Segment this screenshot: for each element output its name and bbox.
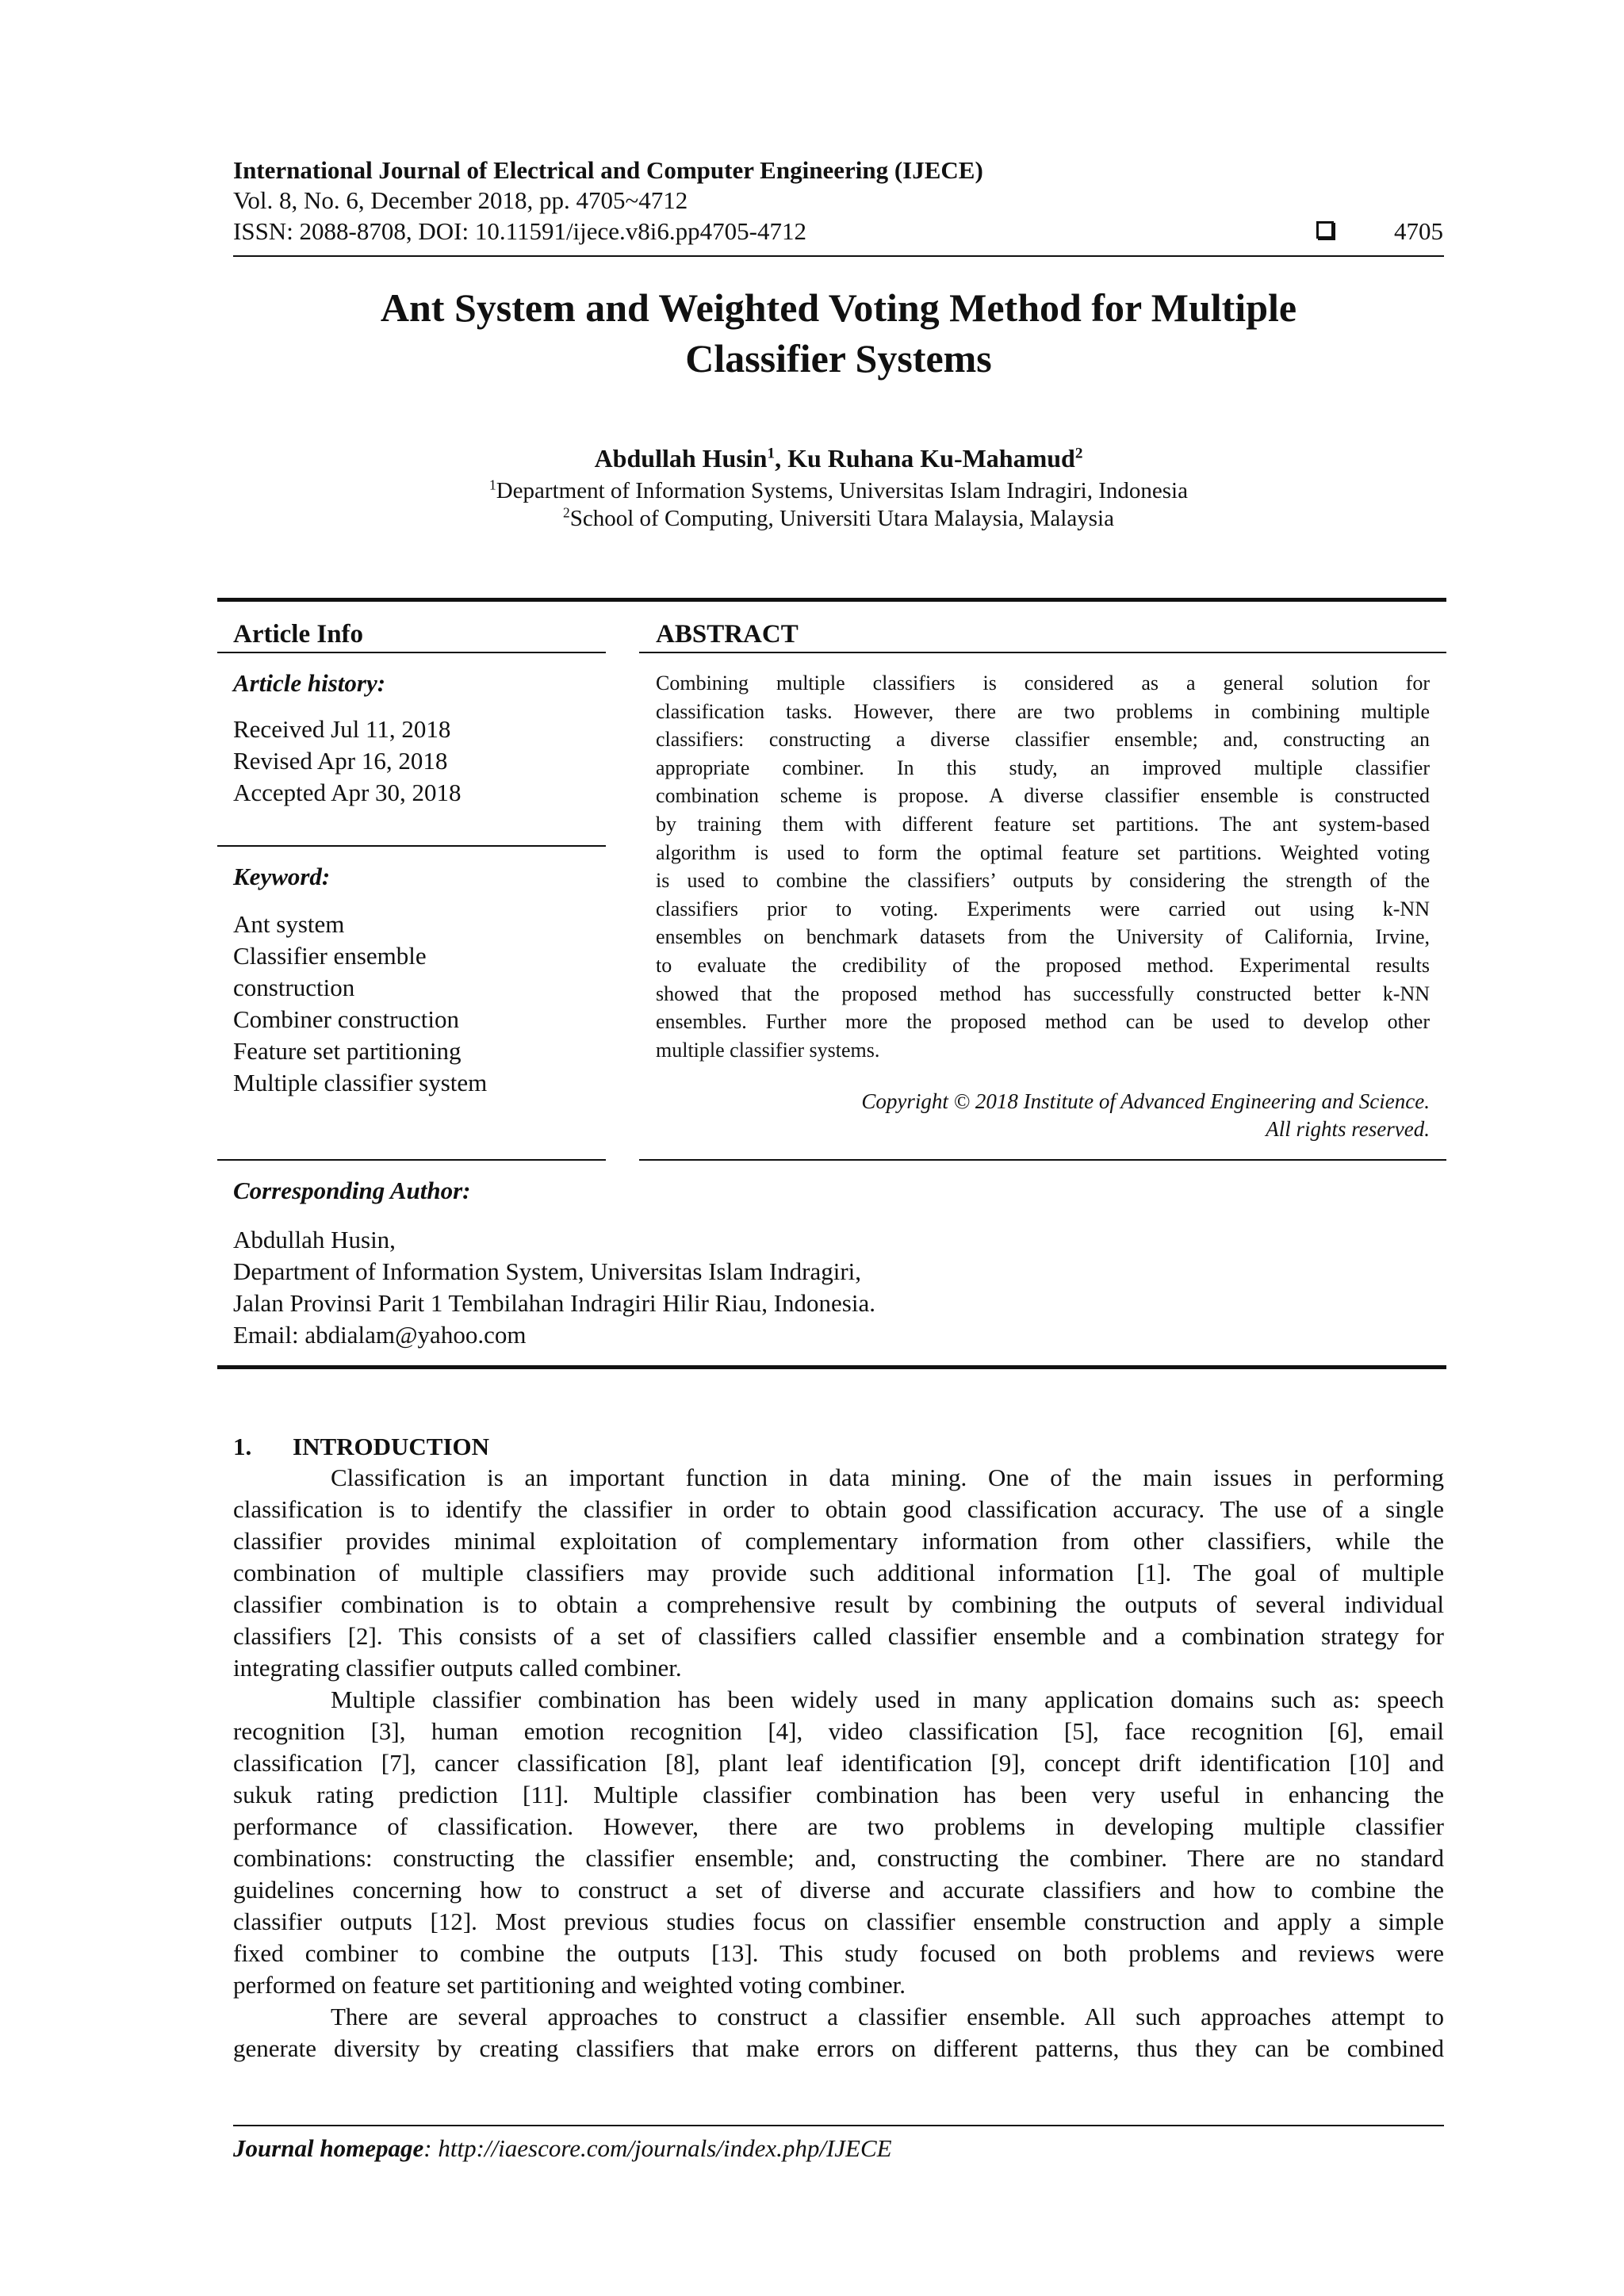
footer-divider (233, 2125, 1444, 2126)
paragraph-line: combinations: constructing the classifier ensemble; and, constructing the combiner. There are no standard (233, 1844, 1444, 1872)
author-list (233, 442, 1444, 474)
author-name: Ku Ruhana Ku-Mahamud (787, 444, 1075, 473)
journal-name: International Journal of Electrical and Computer Engineering (IJECE) (233, 156, 983, 184)
affiliation (233, 505, 1444, 532)
section-title: INTRODUCTION (293, 1433, 490, 1460)
affiliation-text: School of Computing, Universiti Utara Malaysia, Malaysia (569, 506, 1114, 531)
checkbox-square-icon (1316, 221, 1334, 239)
paragraph-line: performance of classification. However, there are two problems in developing multiple classifier (233, 1812, 1444, 1840)
section-number: 1. (233, 1433, 252, 1460)
homepage-url[interactable]: : http://iaescore.com/journals/index.php/IJECE (423, 2134, 892, 2162)
page-number: 4705 (1394, 217, 1443, 245)
history-item: Received Jul 11, 2018 (233, 715, 451, 743)
abstract-line: by training them with different feature set partitions. The ant system-based (656, 812, 1430, 836)
copyright-notice (656, 1088, 1430, 1143)
abstract-line: showed that the proposed method has successfully constructed better k-NN (656, 982, 1430, 1005)
keyword-rule (217, 845, 606, 847)
affiliation (233, 477, 1444, 504)
abstract-text (656, 669, 1430, 1064)
history-item: Accepted Apr 30, 2018 (233, 779, 462, 806)
abstract-line: ensembles on benchmark datasets from the University of California, Irvine, (656, 925, 1430, 949)
paragraph-line: recognition [3], human emotion recognition [4], video classification [5], face recognition [6], email (233, 1717, 1444, 1745)
history-item: Revised Apr 16, 2018 (233, 747, 448, 775)
journal-homepage (233, 2133, 892, 2164)
affiliation-mark: 2 (563, 504, 570, 521)
copyright-line: All rights reserved. (1266, 1117, 1430, 1141)
paragraph-line: There are several approaches to construct a classifier ensemble. All such approaches attempt to (331, 2003, 1444, 2030)
paragraph-line: classifiers [2]. This consists of a set of classifiers called classifier ensemble and a combination strategy for (233, 1622, 1444, 1650)
paragraph-line: Multiple classifier combination has been widely used in many application domains such as: speech (331, 1686, 1444, 1713)
abstract-line: is used to combine the classifiers’ outputs by considering the strength of the (656, 869, 1430, 893)
paragraph-line: classifier outputs [12]. Most previous studies focus on classifier ensemble construction and apply a simple (233, 1908, 1444, 1935)
keyword-heading: Keyword: (233, 863, 331, 890)
corresponding-author-heading: Corresponding Author: (233, 1177, 471, 1204)
paragraph-line: Classification is an important function in data mining. One of the main issues in performing (331, 1464, 1444, 1491)
paragraph-line: combination of multiple classifiers may provide such additional information [1]. The goal of multiple (233, 1559, 1444, 1586)
corresponding-author-line: Abdullah Husin, (233, 1226, 396, 1253)
paragraph-line: sukuk rating prediction [11]. Multiple classifier combination has been very useful in enhancing the (233, 1781, 1444, 1808)
abstract-bottom-rule (639, 1159, 1446, 1161)
issn-doi-line: ISSN: 2088-8708, DOI: 10.11591/ijece.v8i6.pp4705-4712 (233, 217, 806, 245)
abstract-line: appropriate combiner. In this study, an improved multiple classifier (656, 756, 1430, 779)
article-history-heading: Article history: (233, 669, 386, 697)
paragraph-line: classifier combination is to obtain a comprehensive result by combining the outputs of several individual (233, 1590, 1444, 1618)
abstract-line: algorithm is used to form the optimal feature set partitions. Weighted voting (656, 840, 1430, 864)
paragraph (233, 1684, 1444, 2001)
author-affiliation-mark: 1 (767, 445, 776, 462)
paragraph (233, 2001, 1444, 2064)
paragraph-line: performed on feature set partitioning and weighted voting combiner. (233, 1971, 906, 1999)
corresponding-author-line: Jalan Provinsi Parit 1 Tembilahan Indragiri Hilir Riau, Indonesia. (233, 1289, 875, 1317)
introduction-body (233, 1462, 1444, 2064)
homepage-label: Journal homepage (233, 2134, 424, 2162)
article-info-bottom-rule (217, 1159, 606, 1161)
abstract-line: classification tasks. However, there are two problems in combining multiple (656, 699, 1430, 723)
keyword-line: Feature set partitioning (233, 1037, 462, 1065)
keyword-line: Classifier ensemble (233, 942, 427, 970)
paragraph-line: classification is to identify the classifier in order to obtain good classification accuracy. The use of a single (233, 1495, 1444, 1523)
corresponding-author-email: Email: abdialam@yahoo.com (233, 1321, 527, 1349)
abstract-rule (639, 652, 1446, 653)
abstract-heading: ABSTRACT (656, 620, 799, 649)
title-line: Classifier Systems (685, 336, 992, 381)
abstract-line: to evaluate the credibility of the proposed method. Experimental results (656, 953, 1430, 977)
keyword-line: construction (233, 974, 355, 1001)
abstract-line: classifiers prior to voting. Experiments were carried out using k-NN (656, 897, 1430, 920)
volume-line: Vol. 8, No. 6, December 2018, pp. 4705~4712 (233, 186, 688, 214)
keyword-line: Ant system (233, 910, 345, 938)
paragraph-line: fixed combiner to combine the outputs [13]. This study focused on both problems and reviews were (233, 1939, 1444, 1967)
corresponding-author-details (233, 1224, 875, 1351)
affiliation-mark: 1 (489, 476, 496, 493)
author-affiliation-mark: 2 (1074, 445, 1083, 462)
title-line: Ant System and Weighted Voting Method for Multiple (380, 285, 1297, 330)
paper-title (233, 282, 1444, 384)
section-heading (233, 1431, 489, 1463)
info-box-bottom-rule (217, 1365, 1446, 1369)
keyword-line: Multiple classifier system (233, 1069, 488, 1096)
abstract-line: combination scheme is propose. A diverse classifier ensemble is constructed (656, 784, 1430, 808)
abstract-line: classifiers: constructing a diverse classifier ensemble; and, constructing an (656, 728, 1430, 752)
paragraph-line: guidelines concerning how to construct a set of diverse and accurate classifiers and how to combine the (233, 1876, 1444, 1904)
article-info-heading: Article Info (233, 620, 364, 649)
abstract-line: multiple classifier systems. (656, 1038, 880, 1062)
copyright-line: Copyright © 2018 Institute of Advanced Engineering and Science. (861, 1089, 1430, 1113)
paragraph (233, 1462, 1444, 1684)
article-history-list (233, 714, 462, 809)
author-name: Abdullah Husin (594, 444, 768, 473)
author-separator: , (775, 444, 788, 473)
abstract-line: Combining multiple classifiers is considered as a general solution for (656, 672, 1430, 695)
paragraph-line: integrating classifier outputs called combiner. (233, 1654, 682, 1682)
info-box-top-rule (217, 598, 1446, 602)
paragraph-line: generate diversity by creating classifiers that make errors on different patterns, thus they can be combined (233, 2034, 1444, 2062)
article-info-rule (217, 652, 606, 653)
paragraph-line: classification [7], cancer classification [8], plant leaf identification [9], concept drift identification [10] and (233, 1749, 1444, 1777)
keyword-list (233, 909, 582, 1099)
header-divider (233, 255, 1444, 257)
abstract-line: ensembles. Further more the proposed method can be used to develop other (656, 1010, 1430, 1034)
affiliation-text: Department of Information Systems, Universitas Islam Indragiri, Indonesia (496, 478, 1188, 503)
paragraph-line: classifier provides minimal exploitation of complementary information from other classifiers, while the (233, 1527, 1444, 1555)
corresponding-author-line: Department of Information System, Universitas Islam Indragiri, (233, 1257, 862, 1285)
keyword-line: Combiner construction (233, 1005, 459, 1033)
